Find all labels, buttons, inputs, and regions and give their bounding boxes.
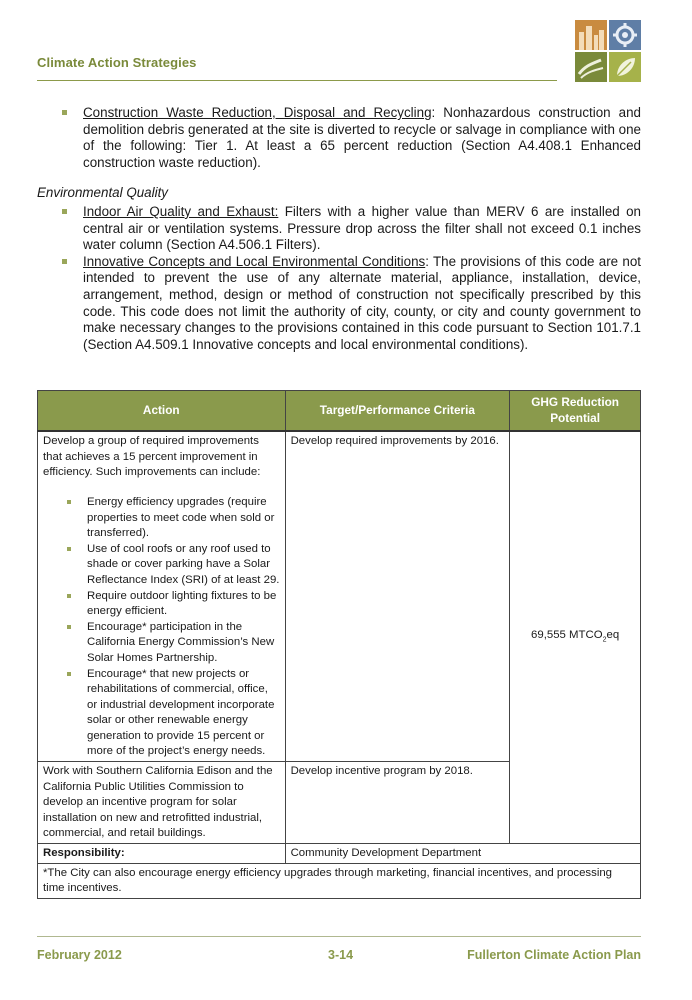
list-item [87, 667, 280, 761]
ghg-cell [510, 431, 641, 843]
item-text: Filters with a higher value than MERV 6 are installed on central air or ventilation systems. Pressure drop across the filter shall not exceed 0.1 inches water column (Section A4.506.1 Filters). [83, 203, 642, 253]
column-header-action: Action [38, 391, 286, 432]
action-cell [38, 431, 286, 761]
item-text: Use of cool roofs or any roof used to shade or cover parking have a Solar Reflectance Index (SRI) of at least 29. [87, 542, 280, 586]
header-divider [37, 80, 557, 81]
plan-logo [575, 20, 641, 82]
item-text: Energy efficiency upgrades (require properties to meet code when sold or transferred). [87, 495, 275, 540]
table-row [38, 431, 641, 761]
bullet-list [37, 105, 641, 171]
bullet-icon [62, 209, 67, 214]
responsibility-row [38, 844, 641, 864]
footer-date: February 2012 [37, 948, 122, 962]
item-text: Encourage* participation in the California Energy Commission’s New Solar Homes Partnership. [87, 620, 275, 664]
footnote: *The City can also encourage energy efficiency upgrades through marketing, financial incentives, and processing time incentives. [38, 863, 641, 898]
bullet-icon [67, 547, 71, 551]
item-title: Indoor Air Quality and Exhaust: [83, 203, 279, 219]
leaf-icon [609, 52, 641, 82]
list-item [87, 495, 280, 542]
action-cell: Work with Southern California Edison and the California Public Utilities Commission to develop an incentive program for solar installation on new and retrofitted industrial, commercial, and retail buildings. [38, 762, 286, 844]
list-item [87, 589, 280, 620]
list-item [87, 620, 280, 667]
list-item [87, 542, 280, 589]
footnote-row [38, 863, 641, 898]
bullet-icon [62, 110, 67, 115]
bullet-list [37, 204, 641, 353]
body-content [37, 105, 641, 353]
footer-doc-title: Fullerton Climate Action Plan [467, 948, 641, 962]
target-cell: Develop required improvements by 2016. [285, 431, 510, 761]
item-text: : The provisions of this code are not intended to prevent the use of any alternate material, appliance, installation, device, arrangement, method, design or method of construction not specifically prescribed by this code. This code does not limit the authority of city, county, or city and county government to make necessary changes to the provisions contained in this code pursuant to Section 101.7.1 (Section A4.509.1 Innovative concepts and local environmental conditions). [83, 253, 642, 352]
bullet-icon [62, 259, 67, 264]
item-text: : Nonhazardous construction and demolition debris generated at the site is diverted to recycle or salvage in compliance with one of the following: Tier 1. At least a 65 percent reduction (Section A4.408.1 Enhanced construction waste reduction). [83, 105, 641, 170]
list-item [83, 105, 641, 171]
section-title: Climate Action Strategies [37, 55, 197, 70]
page-number: 3-14 [328, 948, 354, 962]
footer-divider [37, 936, 641, 937]
column-header-target: Target/Performance Criteria [285, 391, 510, 432]
responsibility-value: Community Development Department [285, 844, 640, 864]
improvement-list [43, 495, 280, 760]
list-item [83, 254, 641, 354]
bullet-icon [67, 672, 71, 676]
action-intro: Develop a group of required improvements that achieves a 15 percent improvement in efficiency. Such improvements can include: [43, 435, 261, 479]
ghg-value: 69,555 MTCO [531, 629, 603, 642]
item-title: Construction Waste Reduction, Disposal and Recycling [83, 105, 432, 120]
bullet-icon [67, 625, 71, 629]
bullet-icon [67, 594, 71, 598]
city-skyline-icon [575, 20, 607, 50]
item-title: Innovative Concepts and Local Environmental Conditions [83, 253, 426, 269]
action-table [37, 390, 641, 899]
responsibility-label: Responsibility: [38, 844, 286, 864]
target-cell: Develop incentive program by 2018. [285, 762, 510, 844]
ghg-suffix: eq [606, 629, 620, 642]
table-header-row [38, 391, 641, 432]
hands-icon [575, 52, 607, 82]
bullet-icon [67, 500, 71, 504]
ghg-subscript: 2 [602, 636, 607, 644]
list-item [83, 204, 641, 254]
item-text: Encourage* that new projects or rehabilitations of commercial, office, or industrial development incorporate solar or other renewable energy generation to provide 15 percent or more of the project’s energy needs. [87, 667, 275, 758]
item-text: Require outdoor lighting fixtures to be energy efficient. [87, 589, 277, 618]
column-header-ghg: GHG Reduction Potential [510, 391, 641, 432]
section-heading: Environmental Quality [37, 185, 168, 201]
gear-icon [609, 20, 641, 50]
